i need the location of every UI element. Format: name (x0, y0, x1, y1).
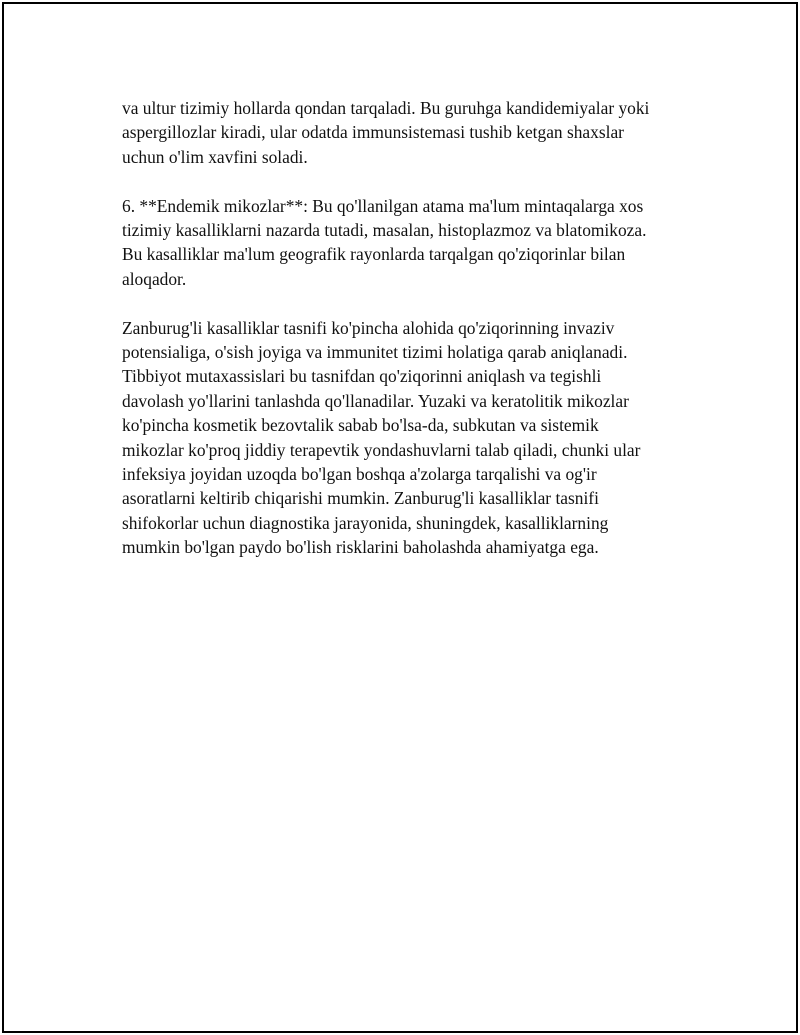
text-line: mikozlar ko'proq jiddiy terapevtik yondashuvlarni talab qiladi, chunki ular (122, 439, 641, 460)
document-body (122, 96, 702, 584)
text-line: ko'pincha kosmetik bezovtalik sabab bo'lsa-da, subkutan va sistemik (122, 415, 599, 436)
text-line: aspergillozlar kiradi, ular odatda immunsistemasi tushib ketgan shaxslar (122, 122, 624, 143)
text-line: shifokorlar uchun diagnostika jarayonida, shuningdek, kasalliklarning (122, 512, 609, 533)
text-line: aloqador. (122, 268, 187, 289)
page-frame (2, 2, 798, 1033)
text-line: Bu kasalliklar ma'lum geografik rayonlarda tarqalgan qo'ziqorinlar bilan (122, 244, 626, 265)
text-line: asoratlarni keltirib chiqarishi mumkin. Zanburug'li kasalliklar tasnifi (122, 488, 599, 509)
text-line: tizimiy kasalliklarni nazarda tutadi, masalan, histoplazmoz va blatomikoza. (122, 220, 647, 241)
paragraph-classification-summary (122, 316, 702, 560)
paragraph-continuation (122, 96, 702, 169)
text-line: Zanburug'li kasalliklar tasnifi ko'pincha alohida qo'ziqorinning invaziv (122, 317, 615, 338)
text-line: infeksiya joyidan uzoqda bo'lgan boshqa a'zolarga tarqalishi va og'ir (122, 464, 597, 485)
text-line: Tibbiyot mutaxassislari bu tasnifdan qo'ziqorinni aniqlash va tegishli (122, 366, 602, 387)
text-line: davolash yo'llarini tanlashda qo'llanadilar. Yuzaki va keratolitik mikozlar (122, 390, 629, 411)
text-line: mumkin bo'lgan paydo bo'lish risklarini baholashda ahamiyatga ega. (122, 537, 599, 558)
text-line: 6. **Endemik mikozlar**: Bu qo'llanilgan atama ma'lum mintaqalarga xos (122, 195, 644, 216)
paragraph-endemic-mycoses (122, 194, 702, 292)
text-line: va ultur tizimiy hollarda qondan tarqaladi. Bu guruhga kandidemiyalar yoki (122, 98, 650, 118)
text-line: uchun o'lim xavfini soladi. (122, 146, 308, 167)
text-line: potensialiga, o'sish joyiga va immunitet tizimi holatiga qarab aniqlanadi. (122, 342, 628, 363)
